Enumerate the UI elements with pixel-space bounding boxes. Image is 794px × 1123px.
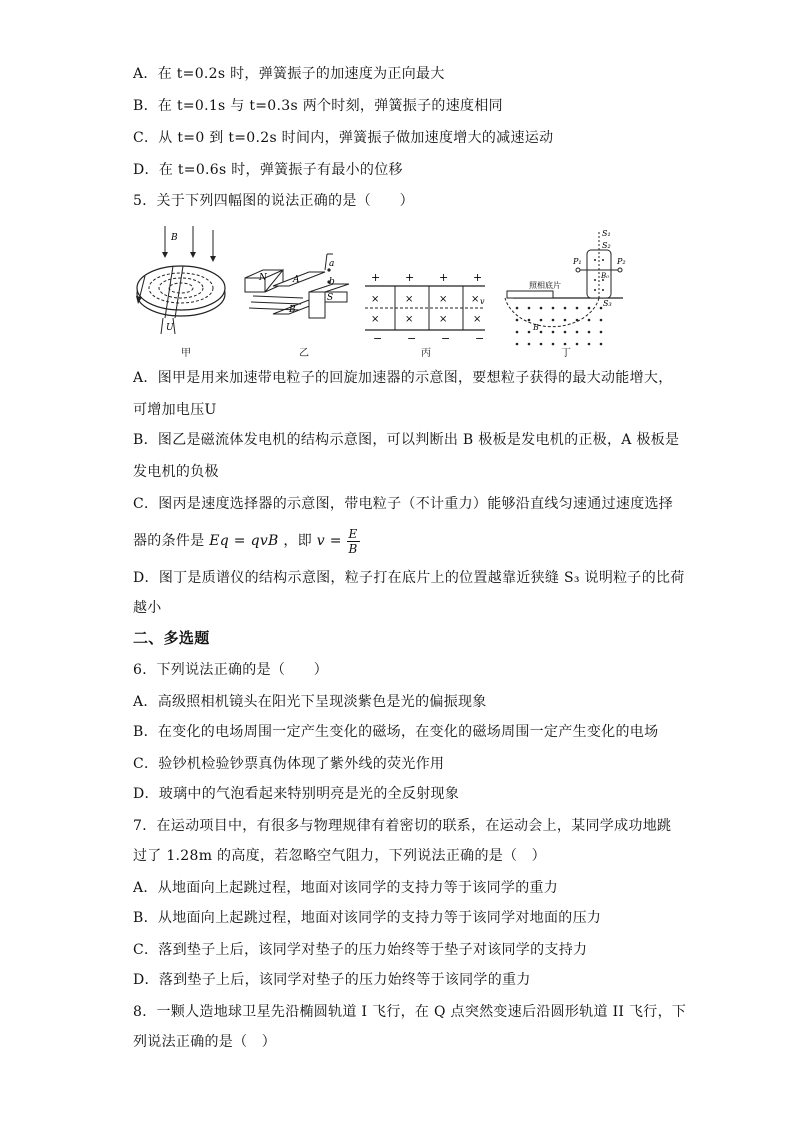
q5-c-fraction-den: B xyxy=(348,541,358,556)
svg-text:+: + xyxy=(405,271,415,284)
label-ding-B: B xyxy=(533,323,539,332)
svg-text:×: × xyxy=(439,314,448,325)
q5-stem: 5．关于下列四幅图的说法正确的是（ ） xyxy=(133,193,414,209)
label-ding-S2: S₂ xyxy=(602,241,611,250)
label-jia-B: B xyxy=(171,233,178,243)
svg-text:×: × xyxy=(405,314,414,325)
q8-stem-line1: 8．一颗人造地球卫星先沿椭圆轨道 I 飞行，在 Q 点突然变速后沿圆形轨道 II 飞行，下 xyxy=(133,1004,687,1020)
q5-c-fraction-num: E xyxy=(348,526,358,541)
svg-text:−: − xyxy=(373,332,383,345)
label-ding-film: 照相底片 xyxy=(529,281,561,290)
q5-c-v: v = xyxy=(316,533,342,549)
section-title-multi-choice: 二、多选题 xyxy=(133,629,210,647)
caption-ding: 丁 xyxy=(561,348,571,359)
label-ding-P2: P₂ xyxy=(617,257,626,266)
figure-bing-velocity-selector xyxy=(365,271,485,345)
label-jia-U: U xyxy=(166,323,174,333)
q4-option-c: C．从 t=0 到 t=0.2s 时间内，弹簧振子做加速度增大的减速运动 xyxy=(133,130,554,146)
q5-option-a-line1: A．图甲是用来加速带电粒子的回旋加速器的示意图，要想粒子获得的最大动能增大， xyxy=(133,370,673,386)
q8-stem-line2: 列说法正确的是（ ） xyxy=(133,1034,276,1050)
label-ding-P1: P₁ xyxy=(573,257,582,266)
q6-option-a: A．高级照相机镜头在阳光下呈现淡紫色是光的偏振现象 xyxy=(133,694,487,710)
svg-text:−: − xyxy=(441,332,451,345)
label-ding-B0: B₀ xyxy=(601,272,609,280)
q5-figures xyxy=(133,226,633,359)
q6-option-b: B．在变化的电场周围一定产生变化的磁场，在变化的磁场周围一定产生变化的电场 xyxy=(133,724,659,740)
label-yi-A: A xyxy=(293,275,300,285)
svg-text:×: × xyxy=(371,294,380,305)
q7-option-c: C．落到垫子上后，该同学对垫子的压力始终等于垫子对该同学的支持力 xyxy=(133,942,588,958)
q5-option-c-line2 xyxy=(133,524,360,558)
svg-text:×: × xyxy=(439,294,448,305)
q5-option-c-line1: C．图丙是速度选择器的示意图，带电粒子（不计重力）能够沿直线匀速通过速度选择 xyxy=(133,496,674,512)
label-bing-v: v xyxy=(480,297,485,306)
q5-c-formula: Eq = qvB xyxy=(209,533,279,549)
svg-text:×: × xyxy=(471,294,480,305)
q6-stem: 6．下列说法正确的是（ ） xyxy=(133,662,329,678)
q5-option-d-line2: 越小 xyxy=(133,600,162,616)
caption-jia: 甲 xyxy=(181,348,191,359)
q4-option-b: B．在 t=0.1s 与 t=0.3s 两个时刻，弹簧振子的速度相同 xyxy=(133,98,503,114)
q5-c-ji: ，即 xyxy=(283,533,313,549)
svg-text:+: + xyxy=(473,271,483,284)
q6-option-d: D．玻璃中的气泡看起来特别明亮是光的全反射现象 xyxy=(133,786,460,802)
q6-option-c: C．验钞机检验钞票真伪体现了紫外线的荧光作用 xyxy=(133,756,445,772)
svg-text:×: × xyxy=(473,314,482,325)
label-yi-N: N xyxy=(259,273,267,283)
q5-option-a-line2: 可增加电压U xyxy=(133,402,217,418)
label-yi-B: B xyxy=(289,305,296,315)
label-yi-a: a xyxy=(329,259,335,269)
q7-option-d: D．落到垫子上后，该同学对垫子的压力始终等于该同学的重力 xyxy=(133,972,531,988)
caption-bing: 丙 xyxy=(421,348,431,359)
label-ding-S1: S₁ xyxy=(602,229,611,238)
q7-stem-line1: 7．在运动项目中，有很多与物理规律有着密切的联系，在运动会上，某同学成功地跳 xyxy=(133,818,672,834)
svg-text:+: + xyxy=(371,271,381,284)
q7-option-a: A．从地面向上起跳过程，地面对该同学的支持力等于该同学的重力 xyxy=(133,880,559,896)
figure-jia-cyclotron xyxy=(136,226,225,334)
q5-c-text: 器的条件是 xyxy=(133,533,205,549)
q5-option-b-line2: 发电机的负极 xyxy=(133,464,219,480)
q5-c-fraction xyxy=(347,527,360,556)
svg-text:−: − xyxy=(475,332,485,345)
label-ding-S3: S₃ xyxy=(603,299,612,308)
q7-stem-line2: 过了 1.28m 的高度，若忽略空气阻力，下列说法正确的是（ ） xyxy=(133,848,546,864)
q5-figures-svg xyxy=(133,226,633,356)
svg-text:−: − xyxy=(407,332,417,345)
q4-option-d: D．在 t=0.6s 时，弹簧振子有最小的位移 xyxy=(133,162,403,178)
label-yi-S: S xyxy=(327,293,334,303)
svg-text:+: + xyxy=(439,271,449,284)
caption-yi: 乙 xyxy=(299,348,309,359)
q5-option-d-line1: D．图丁是质谱仪的结构示意图，粒子打在底片上的位置越靠近狭缝 S₃ 说明粒子的比荷 xyxy=(133,570,685,586)
label-yi-b: b xyxy=(329,277,335,287)
svg-text:×: × xyxy=(371,314,380,325)
q7-option-b: B．从地面向上起跳过程，地面对该同学的支持力等于该同学对地面的压力 xyxy=(133,910,602,926)
q5-option-b-line1: B．图乙是磁流体发电机的结构示意图，可以判断出 B 极板是发电机的正极，A 极板是 xyxy=(133,432,680,448)
svg-text:×: × xyxy=(405,294,414,305)
q4-option-a: A．在 t=0.2s 时，弹簧振子的加速度为正向最大 xyxy=(133,66,445,82)
